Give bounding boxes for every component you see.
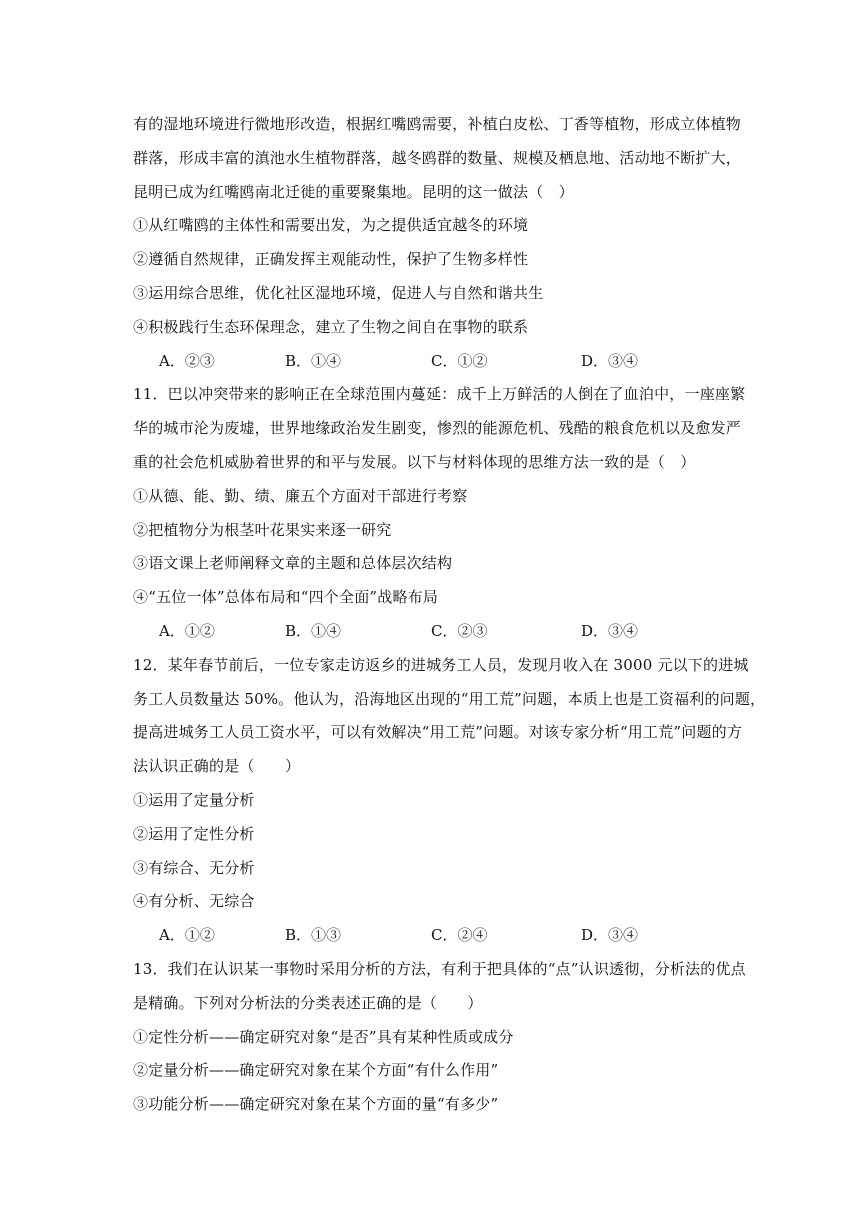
q11-option-d: D．③④ (581, 621, 639, 640)
q10-option-b: B．①④ (285, 351, 342, 370)
q13-stem-line: 13．我们在认识某一事物时采用分析的方法，有利于把具体的“点”认识透彻，分析法的优点 (133, 959, 746, 978)
question-10 (133, 108, 742, 378)
q10-statement: ①从红嘴鸥的主体性和需要出发，为之提供适宜越冬的环境 (133, 216, 529, 235)
q12-statement: ②运用了定性分析 (133, 824, 255, 843)
q11-option-a: A．①② (159, 621, 215, 640)
q12-option-a: A．①② (159, 926, 215, 945)
q10-stem-line: 有的湿地环境进行微地形改造，根据红嘴鸥需要，补植白皮松、丁香等植物，形成立体植物 (133, 115, 742, 133)
q11-stem-line: 华的城市沦为废墟，世界地缘政治发生剧变，惨烈的能源危机、残酷的粮食危机以及愈发严 (133, 419, 742, 438)
q12-option-c: C．②④ (431, 926, 488, 945)
q11-statement: ①从德、能、勤、绩、廉五个方面对干部进行考察 (133, 486, 468, 505)
q10-options (133, 345, 731, 379)
question-12 (133, 649, 766, 953)
q12-stem-line: 12．某年春节前后，一位专家走访返乡的进城务工人员，发现月收入在 3000 元以下的进城 (133, 655, 749, 674)
q10-option-a: A．②③ (159, 351, 215, 370)
q12-stem-line: 务工人员数量达 50%。他认为，沿海地区出现的“用工荒”问题，本质上也是工资福利的问题， (133, 689, 766, 708)
q10-stem-line: 群落，形成丰富的滇池水生植物群落，越冬鸥群的数量、规模及栖息地、活动地不断扩大， (133, 148, 742, 167)
q11-statement: ④“五位一体”总体布局和“四个全面”战略布局 (133, 588, 439, 607)
q11-stem-line: 11．巴以冲突带来的影响正在全球范围内蔓延：成千上万鲜活的人倒在了血泊中，一座座繁 (133, 385, 746, 404)
q11-option-c: C．②③ (431, 621, 488, 640)
q13-statement: ①定性分析——确定研究对象“是否”具有某种性质或成分 (133, 1027, 514, 1046)
q12-option-d: D．③④ (581, 926, 639, 945)
question-11 (133, 378, 746, 648)
q12-stem-line: 法认识正确的是（ ） (133, 757, 301, 776)
q13-statement: ③功能分析——确定研究对象在某个方面的量“有多少” (133, 1095, 499, 1114)
q12-statement: ④有分析、无综合 (133, 892, 255, 911)
q13-statement: ②定量分析——确定研究对象在某个方面“有什么作用” (133, 1061, 499, 1080)
q10-option-d: D．③④ (581, 351, 639, 370)
q12-stem-line: 提高进城务工人员工资水平，可以有效解决“用工荒”问题。对该专家分析“用工荒”问题的方 (133, 723, 743, 742)
q12-options (133, 919, 731, 953)
q10-statement: ④积极践行生态环保理念，建立了生物之间自在事物的联系 (133, 317, 529, 336)
q10-option-c: C．①② (431, 351, 488, 370)
q10-stem-line: 昆明已成为红嘴鸥南北迁徙的重要聚集地。昆明的这一做法（ ） (133, 182, 574, 201)
q11-options (133, 615, 731, 649)
page-content (133, 108, 766, 1122)
q11-stem-line: 重的社会危机威胁着世界的和平与发展。以下与材料体现的思维方法一致的是（ ） (133, 452, 696, 471)
q12-statement: ③有综合、无分析 (133, 858, 255, 877)
q10-statement: ③运用综合思维，优化社区湿地环境，促进人与自然和谐共生 (133, 283, 544, 302)
q11-statement: ②把植物分为根茎叶花果实来逐一研究 (133, 520, 392, 539)
q12-statement: ①运用了定量分析 (133, 790, 255, 809)
q11-option-b: B．①④ (285, 621, 342, 640)
q11-statement: ③语文课上老师阐释文章的主题和总体层次结构 (133, 554, 453, 573)
question-13 (133, 953, 746, 1122)
q12-option-b: B．①③ (285, 926, 342, 945)
q10-statement: ②遵循自然规律，正确发挥主观能动性，保护了生物多样性 (133, 250, 529, 269)
q13-stem-line: 是精确。下列对分析法的分类表述正确的是（ ） (133, 993, 483, 1012)
